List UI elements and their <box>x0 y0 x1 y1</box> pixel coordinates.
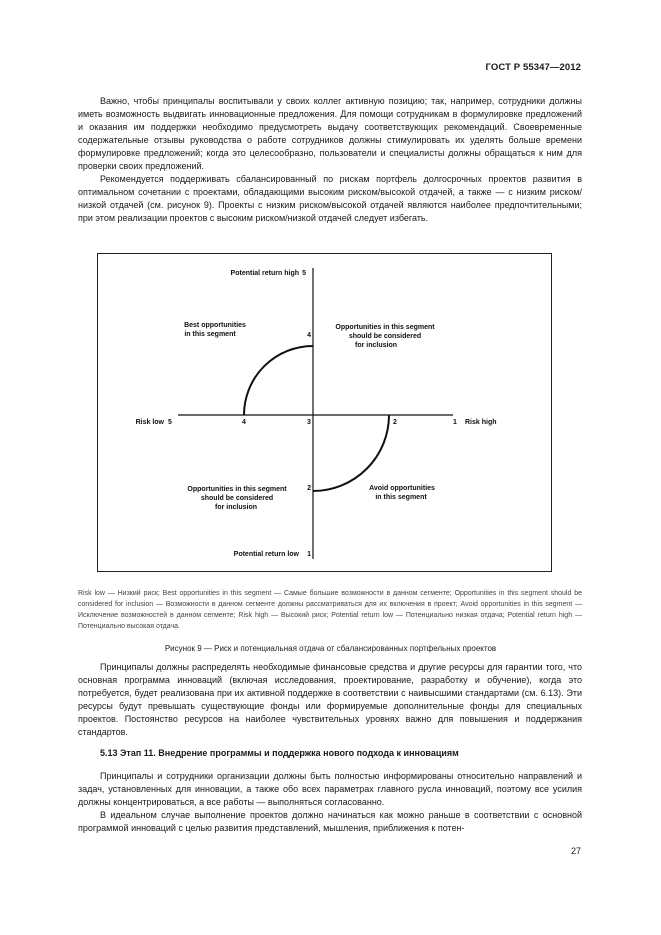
x-tick-label: 3 <box>307 419 311 426</box>
y-tick-label: 1 <box>307 551 311 558</box>
y-tick-label: 4 <box>307 332 311 339</box>
y-tick-label: 5 <box>302 270 306 277</box>
risk-return-chart <box>98 254 551 571</box>
segment-bottom-right-label: Avoid opportunities in this segment <box>369 485 435 501</box>
x-axis-left-label: Risk low <box>135 419 164 426</box>
segment-bottom-left-label: Opportunities in this segment should be considered for inclusion <box>187 486 287 511</box>
upper-left-arc <box>244 346 313 415</box>
resources-paragraph <box>78 661 582 739</box>
x-tick-label: 1 <box>453 419 457 426</box>
page-number: 27 <box>570 846 581 856</box>
y-axis-bottom-label: Potential return low <box>233 551 299 558</box>
section-heading: 5.13 Этап 11. Внедрение программы и поддержка нового подхода к инновациям <box>100 748 459 758</box>
y-tick-label: 2 <box>307 485 311 492</box>
figure-legend: Risk low — Низкий риск; Best opportunities in this segment — Самые большие возможности в данном сегменте; Opportunities in this segment should be considered for inclusion — Возможности в данном сегменте должны рассматриваться для их включения в проект; Avoid opportunities in this segment — Исключение возможностей в данном сегменте; Risk high — Высокий риск; Potential return low — Потенциально низкая отдача; Potential return high — Потенциально высокая отдача. <box>78 590 582 630</box>
paragraph: Принципалы должны распределять необходимые финансовые средства и другие ресурсы для гарантии того, что основная программа инноваций (включая исследования, проектирование, разработку и обучение), когда это потребуется, будет реализована при их активной поддержке в соответствии с наивысшими стандартами (см. 6.13). Эти ресурсы будут превышать существующие фонды или формируемые дополнительные фонды для специальных проектов. Постоянство ресурсов на наиболее чувствительных уровнях важно для повышения и поддержания стандартов. <box>78 662 582 737</box>
x-tick-label: 2 <box>393 419 397 426</box>
figure-caption: Рисунок 9 — Риск и потенциальная отдача от сбалансированных портфельных проектов <box>164 644 497 653</box>
lower-right-arc <box>313 415 389 491</box>
figure-9-risk-return-diagram <box>97 253 552 572</box>
standard-code: ГОСТ Р 55347—2012 <box>485 62 581 73</box>
segment-top-left-label: Best opportunities in this segment <box>184 322 246 338</box>
x-tick-label: 5 <box>168 419 172 426</box>
segment-top-right-label: Opportunities in this segment should be considered for inclusion <box>335 324 435 349</box>
intro-paragraphs <box>78 95 582 225</box>
paragraph: Рекомендуется поддерживать сбалансированный по рискам портфель долгосрочных проектов развития в оптимальном сочетании с проектами, обладающими высоким риском/высокой отдачей, а также — с низким риском/низкой отдачей (см. рисунок 9). Проекты с низким риском/высокой отдачей являются наиболее предпочтительными; при этом реализации проектов с высоким риском/низкой отдачей следует избегать. <box>78 174 582 223</box>
y-axis-top-label: Potential return high <box>230 270 299 277</box>
x-axis-right-label: Risk high <box>465 419 497 426</box>
paragraph: В идеальном случае выполнение проектов должно начинаться как можно раньше в соответствии с основной программой инноваций с целью развития представлений, мышления, приближения к потен- <box>78 810 582 833</box>
section-paragraphs <box>78 770 582 835</box>
paragraph: Принципалы и сотрудники организации должны быть полностью информированы относительно направлений и задач, установленных для инновации, а также обо всех параметрах главного русла инноваций, поэтому все усилия должны концентрироваться, а все работы — выполняться согласованно. <box>78 771 582 807</box>
paragraph: Важно, чтобы принципалы воспитывали у своих коллег активную позицию; так, например, сотрудники должны иметь возможность выдвигать инновационные предложения. Для помощи сотрудникам в формулировке предложений и оказания им поддержки необходимо предусмотреть выдачу соответствующих рекомендаций. Своевременные содержательные отзывы руководства о работе сотрудников должны стимулировать их уделять больше времени формулировке предложений; когда это целесообразно, пользователи и специалисты должны обращаться к ним для проверки своих предложений. <box>78 96 582 171</box>
x-tick-label: 4 <box>242 419 246 426</box>
